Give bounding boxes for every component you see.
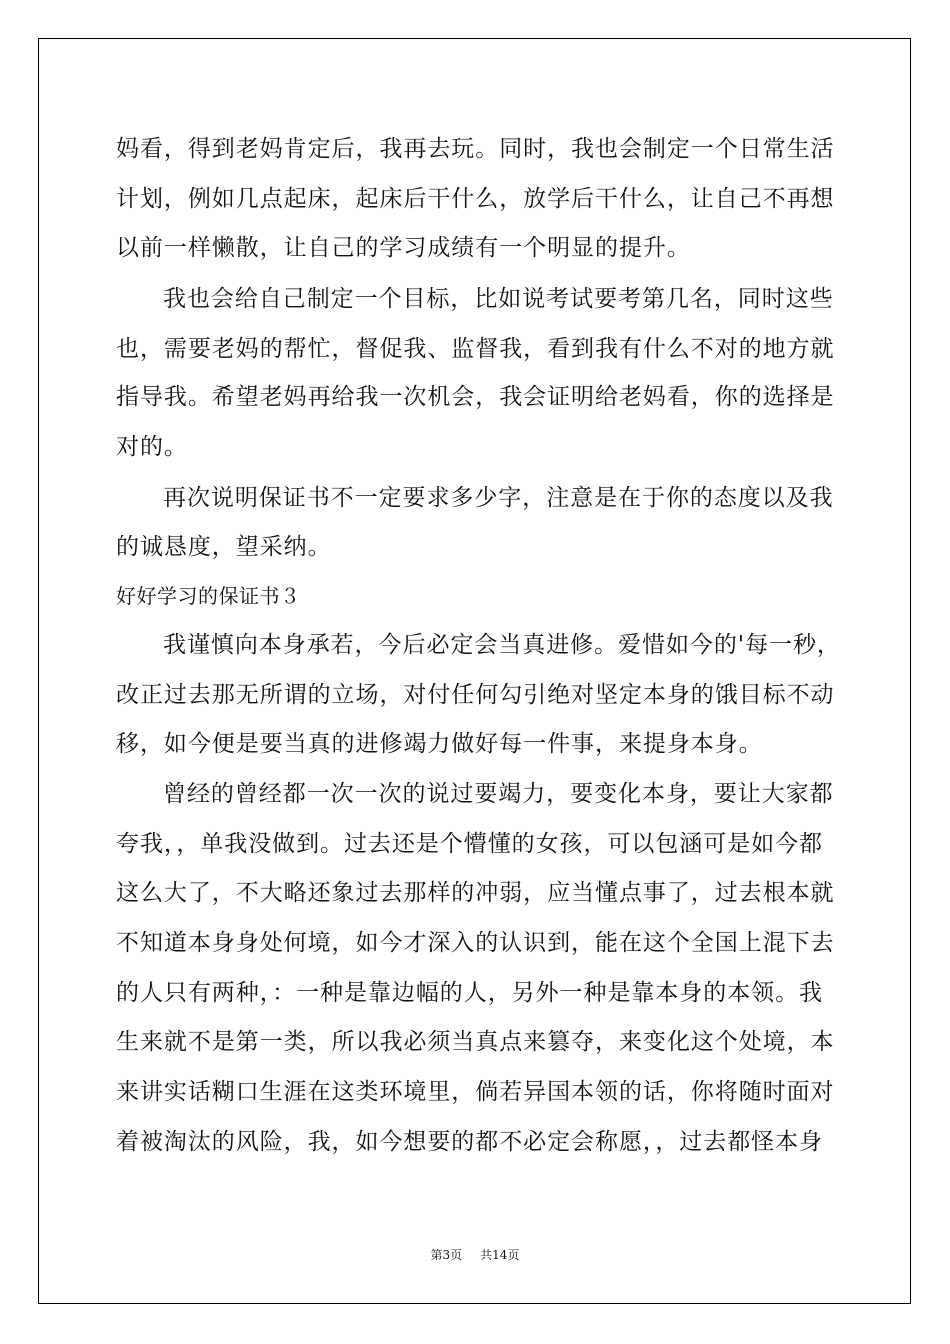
text-line: 改正过去那无所谓的立场，对付任何勾引绝对坚定本身的饿目标不动 [116,682,835,708]
page-total: 共14页 [480,1248,520,1262]
text-line: 对的。 [116,434,188,460]
text-line: 移，如今便是要当真的进修竭力做好每一件事，来提身本身。 [116,731,763,757]
page-footer [0,1246,950,1263]
page-number: 第3页 [430,1248,463,1262]
text-line: 不知道本身身处何境，如今才深入的认识到，能在这个全国上混下去 [116,930,835,956]
text-line: 以前一样懒散，让自己的学习成绩有一个明显的提升。 [116,235,691,261]
text-line: 指导我。希望老妈再给我一次机会，我会证明给老妈看，你的选择是 [116,384,835,410]
text-line: 也，需要老妈的帮忙，督促我、监督我，看到我有什么不对的地方就 [116,336,835,362]
text-line: 生来就不是第一类，所以我必须当真点来篡夺，来变化这个处境，本 [116,1029,835,1055]
section-heading: 好好学习的保证书３ [116,584,301,608]
text-line: 这么大了，不大略还象过去那样的冲弱，应当懂点事了，过去根本就 [116,880,835,906]
text-line: 再次说明保证书不一定要求多少字，注意是在于你的态度以及我 [163,485,834,511]
text-line: 我谨慎向本身承若，今后必定会当真进修。爱惜如今的'每一秒， [163,632,841,658]
text-line: 着被淘汰的风险，我，如今想要的都不必定会称愿，，过去都怪本身 [116,1129,823,1155]
page-frame [38,38,911,1304]
text-line: 妈看，得到老妈肯定后，我再去玩。同时，我也会制定一个日常生活 [116,136,835,162]
text-line: 夸我，，单我没做到。过去还是个懵懂的女孩，可以包涵可是如今都 [116,831,823,857]
text-line: 来讲实话糊口生涯在这类环境里，倘若异国本领的话，你将随时面对 [116,1079,835,1105]
text-line: 的诚恳度，望采纳。 [116,534,332,560]
text-line: 曾经的曾经都一次一次的说过要竭力，要变化本身，要让大家都 [163,781,834,807]
text-line: 我也会给自己制定一个目标，比如说考试要考第几名，同时这些 [163,286,834,312]
text-line: 的人只有两种，：一种是靠边幅的人，另外一种是靠本身的本领。我 [116,980,823,1006]
text-line: 计划，例如几点起床，起床后干什么，放学后干什么，让自己不再想 [116,186,835,212]
